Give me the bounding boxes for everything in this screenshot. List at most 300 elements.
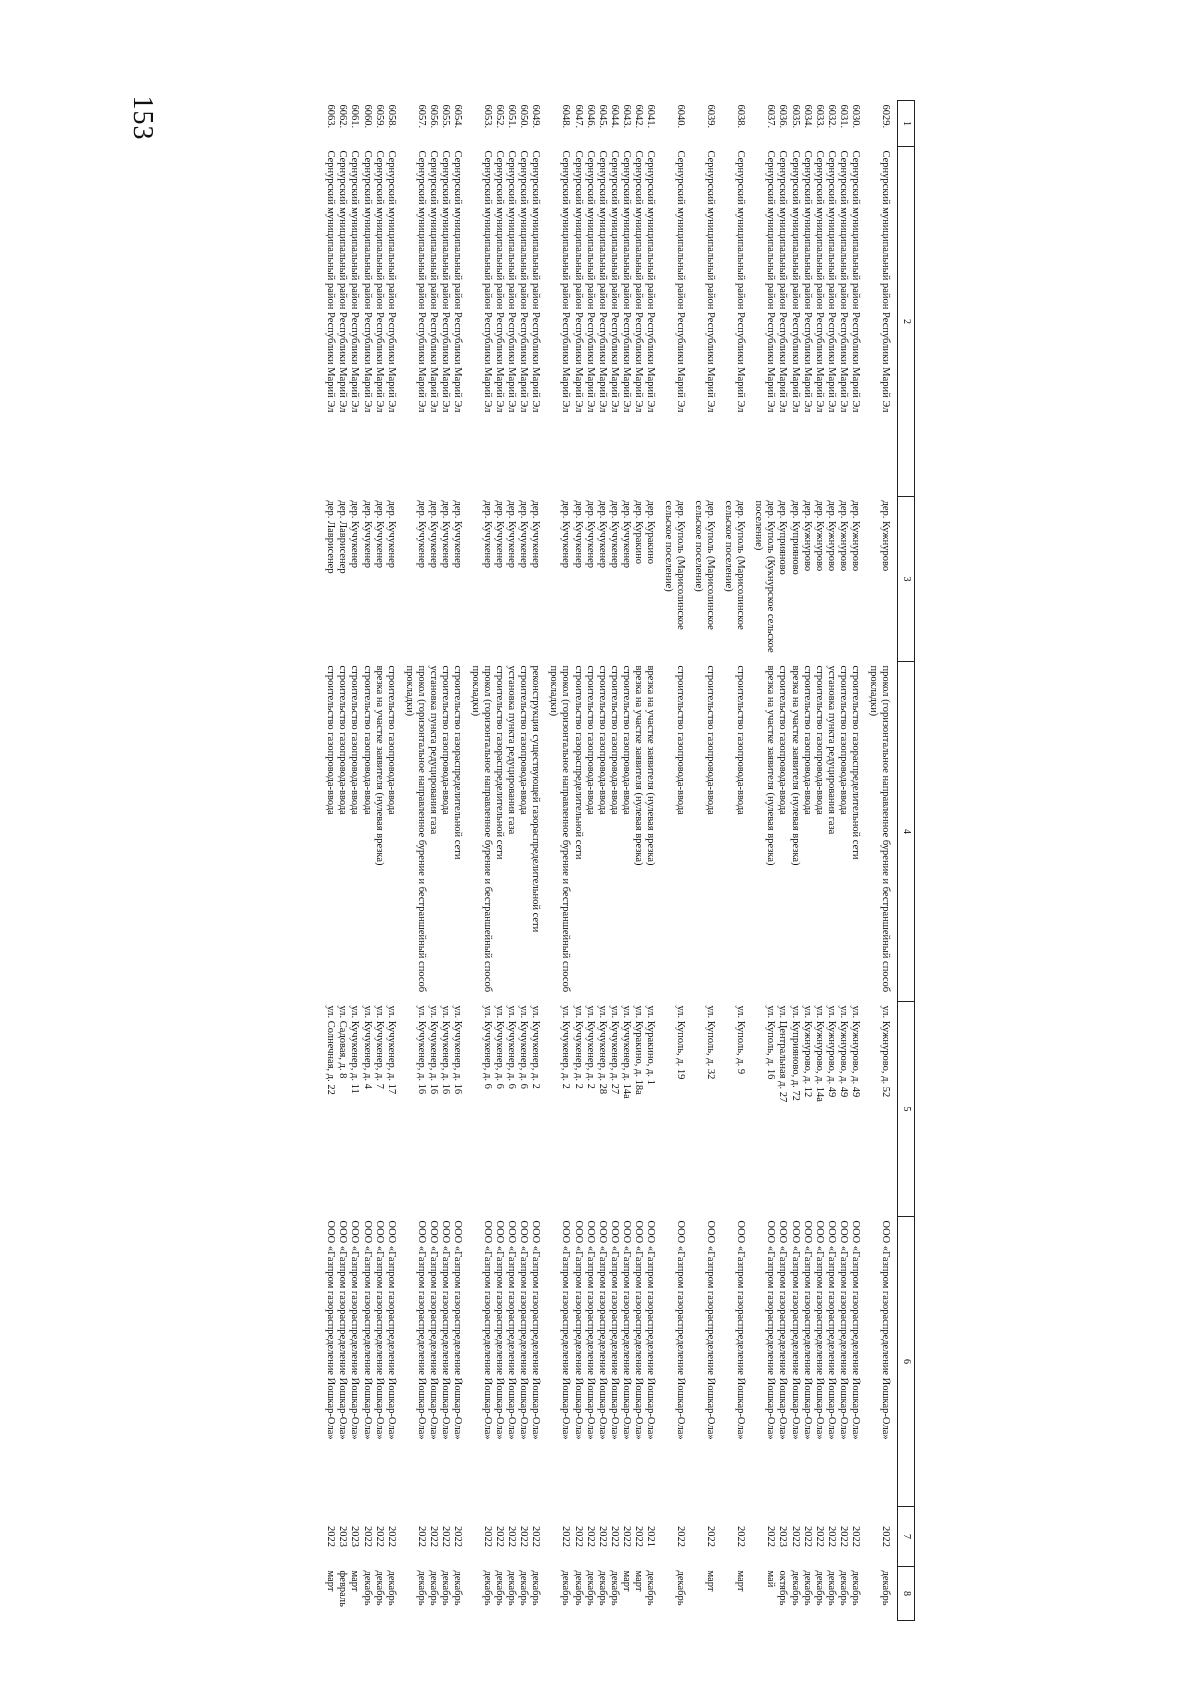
table-row (336, 101, 348, 1621)
year-cell: 2022 (813, 1526, 825, 1547)
month-cell: март (349, 1570, 361, 1592)
work-type-cell: реконструкция существующей газораспределительной сети (530, 665, 542, 933)
spacer-cell (891, 101, 898, 1621)
locality-cell: дер. Кучукенер (530, 500, 542, 569)
address-cell: ул. Кужнурово, д. 49 (825, 1005, 837, 1098)
month-cell: март (735, 1570, 747, 1592)
district-cell: Сернурский муниципальный район Республики Марий Эл (777, 150, 789, 413)
address-cell: ул. Кучукенер, д. 6 (482, 1005, 494, 1089)
year-cell: 2022 (373, 1526, 385, 1547)
row-number: 6047. (572, 104, 584, 129)
work-type-cell: строительство газопровода-ввода (608, 665, 620, 815)
month-cell: март (705, 1570, 717, 1592)
table-row (644, 101, 656, 1621)
locality-cell: дер. Куполь (Марисолинское сельское поселение) (663, 500, 687, 630)
row-number: 6035. (789, 104, 801, 129)
year-cell: 2022 (765, 1526, 777, 1547)
row-number: 6038. (735, 104, 747, 129)
year-cell: 2022 (584, 1526, 596, 1547)
row-number: 6046. (584, 104, 596, 129)
table-row (493, 101, 505, 1621)
address-cell: ул. Кучукенер, д. 2 (530, 1005, 542, 1089)
month-cell: октябрь (777, 1570, 789, 1606)
address-cell: ул. Центральная д. 27 (777, 1005, 789, 1103)
address-cell: ул. Куприяново, д. 72 (789, 1005, 801, 1101)
organization-cell: ООО «Газпром газораспределение Йошкар-Ола» (415, 1220, 427, 1440)
table-header (898, 101, 915, 1621)
month-cell: декабрь (825, 1570, 837, 1606)
register-table (324, 100, 915, 1621)
organization-cell: ООО «Газпром газораспределение Йошкар-Ола» (608, 1220, 620, 1440)
month-cell: декабрь (385, 1570, 397, 1606)
organization-cell: ООО «Газпром газораспределение Йошкар-Ола» (482, 1220, 494, 1440)
address-cell: ул. Кучукенер, д. 11 (349, 1005, 361, 1094)
year-cell: 2022 (530, 1526, 542, 1547)
organization-cell: ООО «Газпром газораспределение Йошкар-Ола» (361, 1220, 373, 1440)
row-number: 6032. (825, 104, 837, 129)
address-cell: ул. Солнечная, д. 22 (325, 1005, 337, 1095)
locality-cell: дер. Кучукенер (596, 500, 608, 569)
year-cell: 2021 (644, 1526, 656, 1547)
organization-cell: ООО «Газпром газораспределение Йошкар-Ола» (837, 1220, 849, 1440)
district-cell: Сернурский муниципальный район Республики Марий Эл (452, 150, 463, 413)
year-cell: 2022 (620, 1526, 632, 1547)
year-cell: 2022 (596, 1526, 608, 1547)
month-cell: декабрь (506, 1570, 518, 1606)
work-type-cell: строительство газопровода-ввода (837, 665, 849, 815)
month-cell: декабрь (494, 1570, 506, 1606)
row-number: 6044. (608, 104, 620, 129)
organization-cell: ООО «Газпром газораспределение Йошкар-Ола» (644, 1220, 656, 1440)
column-header-8: 8 (898, 1567, 915, 1621)
address-cell: ул. Садовая, д. 8 (337, 1005, 349, 1079)
year-cell: 2022 (482, 1526, 494, 1547)
address-cell: ул. Кучукенер, д. 2 (584, 1005, 596, 1089)
month-cell: март (325, 1570, 337, 1592)
table-row (813, 101, 825, 1621)
organization-cell: ООО «Газпром газораспределение Йошкар-Ола» (789, 1220, 801, 1440)
organization-cell: ООО «Газпром газораспределение Йошкар-Ола» (825, 1220, 837, 1440)
table-row (608, 101, 620, 1621)
year-cell: 2023 (349, 1526, 361, 1547)
spacer-cell (686, 101, 692, 1621)
page-number: 153 (127, 95, 158, 141)
row-number: 6031. (837, 104, 849, 129)
year-cell: 2023 (337, 1526, 349, 1547)
year-cell: 2022 (801, 1526, 813, 1547)
table-row (752, 101, 776, 1621)
address-cell: ул. Куракино, д. 18а (632, 1005, 644, 1095)
organization-cell: ООО «Газпром газораспределение Йошкар-Ола» (518, 1220, 530, 1440)
address-cell: ул. Кучукенер, д. 4 (361, 1005, 373, 1089)
month-cell: декабрь (361, 1570, 373, 1606)
table-row (403, 101, 427, 1621)
month-cell: декабрь (373, 1570, 385, 1606)
year-cell: 2022 (325, 1526, 337, 1547)
column-header-6: 6 (898, 1217, 915, 1507)
row-number: 6048. (560, 104, 572, 129)
address-cell: ул. Кучукенер, д. 14а (620, 1005, 632, 1099)
work-type-cell: врезка на участке заявителя (нулевая врезка) (644, 665, 656, 866)
spacer-cell (656, 101, 662, 1621)
district-cell: Сернурский муниципальный район Республики Марий Эл (789, 150, 801, 413)
year-cell: 2022 (452, 1526, 463, 1547)
locality-cell: дер. Кучукенер (584, 500, 596, 569)
work-type-cell: строительство газопровода-ввода (439, 665, 451, 815)
work-type-cell: установка пункта редуцирования газа (427, 665, 439, 835)
locality-cell: дер. Кучукенер (427, 500, 439, 569)
table-row (469, 101, 493, 1621)
row-number: 6061. (349, 104, 361, 129)
table-row (584, 101, 596, 1621)
table-row (572, 101, 584, 1621)
row-number: 6058. (385, 104, 397, 129)
table-row (632, 101, 644, 1621)
table-row (776, 101, 788, 1621)
locality-cell: дер. Кучукенер (494, 500, 506, 569)
district-cell: Сернурский муниципальный район Республики Марий Эл (506, 150, 518, 413)
district-cell: Сернурский муниципальный район Республики Марий Эл (849, 150, 861, 413)
row-spacer (716, 101, 722, 1621)
work-type-cell: строительство газопровода-ввода (813, 665, 825, 815)
organization-cell: ООО «Газпром газораспределение Йошкар-Ола» (620, 1220, 632, 1440)
locality-cell: дер. Кучукенер (620, 500, 632, 569)
district-cell: Сернурский муниципальный район Республики Марий Эл (415, 150, 427, 413)
organization-cell: ООО «Газпром газораспределение Йошкар-Ола» (439, 1220, 451, 1440)
locality-cell: дер. Кучукенер (608, 500, 620, 569)
organization-cell: ООО «Газпром газораспределение Йошкар-Ола» (813, 1220, 825, 1440)
row-number: 6036. (777, 104, 789, 129)
table-row (789, 101, 801, 1621)
spacer-cell (463, 101, 469, 1621)
organization-cell: ООО «Газпром газораспределение Йошкар-Ола» (337, 1220, 349, 1440)
spacer-cell (861, 101, 867, 1621)
year-cell: 2022 (572, 1526, 584, 1547)
year-cell: 2022 (880, 1526, 891, 1547)
address-cell: ул. Кужнурово, д. 14а (813, 1005, 825, 1102)
row-number: 6052. (494, 104, 506, 129)
locality-cell: дер. Кужнурово (849, 500, 861, 572)
district-cell: Сернурский муниципальный район Республики Марий Эл (813, 150, 825, 413)
table-row (505, 101, 517, 1621)
work-type-cell: строительство газопровода-ввода (337, 665, 349, 815)
organization-cell: ООО «Газпром газораспределение Йошкар-Ола» (632, 1220, 644, 1440)
month-cell: декабрь (880, 1570, 891, 1606)
table-row (837, 101, 849, 1621)
row-number: 6037. (765, 104, 777, 129)
locality-cell: дер. Кучукенер (385, 500, 397, 569)
work-type-cell: врезка на участке заявителя (нулевая врезка) (789, 665, 801, 866)
row-number: 6053. (482, 104, 494, 129)
table-row (867, 101, 891, 1621)
month-cell: февраль (337, 1570, 349, 1607)
locality-cell: дер. Кучукенер (361, 500, 373, 569)
locality-cell: дер. Куприяново (789, 500, 801, 575)
organization-cell: ООО «Газпром газораспределение Йошкар-Ола» (325, 1220, 337, 1440)
table-row (620, 101, 632, 1621)
organization-cell: ООО «Газпром газораспределение Йошкар-Ола» (506, 1220, 518, 1440)
locality-cell: дер. Куприяново (777, 500, 789, 575)
organization-cell: ООО «Газпром газораспределение Йошкар-Ола» (705, 1220, 717, 1440)
year-cell: 2022 (361, 1526, 373, 1547)
locality-cell: дер. Кучукенер (560, 500, 572, 569)
column-header-2: 2 (898, 147, 915, 497)
month-cell: декабрь (415, 1570, 427, 1606)
spacer-cell (746, 101, 752, 1621)
address-cell: ул. Куполь, д. 9 (735, 1005, 747, 1075)
month-cell: декабрь (813, 1570, 825, 1606)
district-cell: Сернурский муниципальный район Республики Марий Эл (518, 150, 530, 413)
table-row (692, 101, 716, 1621)
month-cell: март (632, 1570, 644, 1592)
row-number: 6039. (705, 104, 717, 129)
work-type-cell: строительство газораспределительной сети (572, 665, 584, 860)
year-cell: 2022 (735, 1526, 747, 1547)
work-type-cell: установка пункта редуцирования газа (825, 665, 837, 835)
row-number: 6056. (427, 104, 439, 129)
month-cell: декабрь (584, 1570, 596, 1606)
district-cell: Сернурский муниципальный район Республики Марий Эл (675, 150, 687, 413)
district-cell: Сернурский муниципальный район Республики Марий Эл (584, 150, 596, 413)
spacer-cell (716, 101, 722, 1621)
table-row (596, 101, 608, 1621)
locality-cell: дер. Кужнурово (825, 500, 837, 572)
organization-cell: ООО «Газпром газораспределение Йошкар-Ола» (849, 1220, 861, 1440)
address-cell: ул. Куполь, д. 16 (765, 1005, 777, 1080)
work-type-cell: врезка на участке заявителя (нулевая врезка) (373, 665, 385, 866)
organization-cell: ООО «Газпром газораспределение Йошкар-Ола» (494, 1220, 506, 1440)
locality-cell: дер. Кучукенер (439, 500, 451, 569)
address-cell: ул. Кучукенер, д. 28 (596, 1005, 608, 1095)
district-cell: Сернурский муниципальный район Республики Марий Эл (880, 150, 891, 413)
address-cell: ул. Кучукенер, д. 6 (518, 1005, 530, 1089)
work-type-cell: строительство газопровода-ввода (385, 665, 397, 815)
row-spacer (861, 101, 867, 1621)
row-number: 6050. (518, 104, 530, 129)
address-cell: ул. Кучукенер, д. 6 (494, 1005, 506, 1089)
district-cell: Сернурский муниципальный район Республики Марий Эл (608, 150, 620, 413)
row-number: 6051. (506, 104, 518, 129)
table-row (385, 101, 397, 1621)
table-row (373, 101, 385, 1621)
column-header-4: 4 (898, 662, 915, 1002)
month-cell: декабрь (837, 1570, 849, 1606)
work-type-cell: врезка на участке заявителя (нулевая врезка) (765, 665, 777, 866)
locality-cell: дер. Кучукенер (452, 500, 463, 569)
table-row (529, 101, 541, 1621)
year-cell: 2022 (439, 1526, 451, 1547)
row-spacer (397, 101, 403, 1621)
organization-cell: ООО «Газпром газораспределение Йошкар-Ола» (427, 1220, 439, 1440)
district-cell: Сернурский муниципальный район Республики Марий Эл (801, 150, 813, 413)
work-type-cell: строительство газопровода-ввода (777, 665, 789, 815)
locality-cell: дер. Кучукенер (349, 500, 361, 569)
table-body (324, 101, 897, 1621)
district-cell: Сернурский муниципальный район Республики Марий Эл (349, 150, 361, 413)
locality-cell: дер. Куполь (Марисолинское сельское поселение) (723, 500, 747, 630)
row-number: 6041. (644, 104, 656, 129)
table-row (427, 101, 439, 1621)
row-number: 6029. (880, 104, 891, 129)
organization-cell: ООО «Газпром газораспределение Йошкар-Ола» (385, 1220, 397, 1440)
address-cell: ул. Кучукенер, д. 2 (572, 1005, 584, 1089)
organization-cell: ООО «Газпром газораспределение Йошкар-Ола» (530, 1220, 542, 1440)
locality-cell: дер. Лаврисенер (337, 500, 349, 574)
address-cell: ул. Куполь, д. 32 (705, 1005, 717, 1080)
address-cell: ул. Кужнурово, д. 49 (849, 1005, 861, 1098)
work-type-cell: установка пункта редуцирования газа (506, 665, 518, 835)
month-cell: декабрь (427, 1570, 439, 1606)
table-row (662, 101, 686, 1621)
column-header-7: 7 (898, 1507, 915, 1567)
month-cell: декабрь (572, 1570, 584, 1606)
row-spacer (746, 101, 752, 1621)
table-row (361, 101, 373, 1621)
month-cell: декабрь (560, 1570, 572, 1606)
month-cell: декабрь (644, 1570, 656, 1606)
table-row (439, 101, 451, 1621)
work-type-cell: строительство газораспределительной сети (849, 665, 861, 860)
month-cell: декабрь (789, 1570, 801, 1606)
district-cell: Сернурский муниципальный район Республики Марий Эл (620, 150, 632, 413)
month-cell: декабрь (849, 1570, 861, 1606)
district-cell: Сернурский муниципальный район Республики Марий Эл (373, 150, 385, 413)
locality-cell: дер. Кужнурово (801, 500, 813, 572)
row-number: 6062. (337, 104, 349, 129)
table-row (517, 101, 529, 1621)
address-cell: ул. Кужнурово, д. 49 (837, 1005, 849, 1098)
year-cell: 2022 (427, 1526, 439, 1547)
address-cell: ул. Кучукенер, д. 16 (415, 1005, 427, 1095)
address-cell: ул. Кучукенер, д. 16 (452, 1005, 463, 1095)
district-cell: Сернурский муниципальный район Республики Марий Эл (765, 150, 777, 413)
year-cell: 2022 (825, 1526, 837, 1547)
organization-cell: ООО «Газпром газораспределение Йошкар-Ола» (584, 1220, 596, 1440)
month-cell: декабрь (801, 1570, 813, 1606)
district-cell: Сернурский муниципальный район Республики Марий Эл (825, 150, 837, 413)
address-cell: ул. Куракино, д. 1 (644, 1005, 656, 1085)
table-row (547, 101, 571, 1621)
organization-cell: ООО «Газпром газораспределение Йошкар-Ола» (349, 1220, 361, 1440)
organization-cell: ООО «Газпром газораспределение Йошкар-Ола» (801, 1220, 813, 1440)
column-header-3: 3 (898, 497, 915, 662)
work-type-cell: строительство газопровода-ввода (518, 665, 530, 815)
work-type-cell: прокол (горизонтальное направленное бурение и бестраншейный способ прокладки) (548, 665, 572, 993)
row-spacer (656, 101, 662, 1621)
table-row (348, 101, 360, 1621)
row-spacer (686, 101, 692, 1621)
year-cell: 2022 (789, 1526, 801, 1547)
year-cell: 2022 (560, 1526, 572, 1547)
locality-cell: дер. Кучукенер (373, 500, 385, 569)
address-cell: ул. Кучукенер, д. 2 (560, 1005, 572, 1089)
table-container (195, 100, 915, 1620)
row-number: 6059. (373, 104, 385, 129)
row-number: 6040. (675, 104, 687, 129)
locality-cell: дер. Кучукенер (518, 500, 530, 569)
year-cell: 2022 (608, 1526, 620, 1547)
month-cell: декабрь (439, 1570, 451, 1606)
work-type-cell: врезка на участке заявителя (нулевая врезка) (632, 665, 644, 866)
address-cell: ул. Кучукенер, д. 7 (373, 1005, 385, 1089)
organization-cell: ООО «Газпром газораспределение Йошкар-Ола» (560, 1220, 572, 1440)
district-cell: Сернурский муниципальный район Республики Марий Эл (596, 150, 608, 413)
work-type-cell: прокол (горизонтальное направленное бурение и бестраншейный способ прокладки) (470, 665, 494, 993)
row-number: 6063. (325, 104, 337, 129)
work-type-cell: строительство газопровода-ввода (620, 665, 632, 815)
locality-cell: дер. Куполь (Кукнурское сельское поселение) (753, 500, 777, 653)
row-spacer (541, 101, 547, 1621)
year-cell: 2022 (849, 1526, 861, 1547)
year-cell: 2022 (494, 1526, 506, 1547)
year-cell: 2022 (518, 1526, 530, 1547)
organization-cell: ООО «Газпром газораспределение Йошкар-Ола» (735, 1220, 747, 1440)
address-cell: ул. Кужнурово, д. 52 (880, 1005, 891, 1098)
address-cell: ул. Кучукенер, д. 16 (439, 1005, 451, 1095)
year-cell: 2022 (837, 1526, 849, 1547)
work-type-cell: строительство газопровода-ввода (584, 665, 596, 815)
work-type-cell: строительство газопровода-ввода (361, 665, 373, 815)
work-type-cell: строительство газопровода-ввода (349, 665, 361, 815)
work-type-cell: строительство газопровода-ввода (735, 665, 747, 815)
organization-cell: ООО «Газпром газораспределение Йошкар-Ола» (452, 1220, 463, 1440)
district-cell: Сернурский муниципальный район Республики Марий Эл (705, 150, 717, 413)
year-cell: 2022 (385, 1526, 397, 1547)
work-type-cell: прокол (горизонтальное направленное бурение и бестраншейный способ прокладки) (403, 665, 427, 993)
row-number: 6034. (801, 104, 813, 129)
locality-cell: дер. Кучукенер (572, 500, 584, 569)
district-cell: Сернурский муниципальный район Республики Марий Эл (735, 150, 747, 413)
year-cell: 2022 (632, 1526, 644, 1547)
table-row (849, 101, 861, 1621)
month-cell: май (765, 1570, 777, 1588)
organization-cell: ООО «Газпром газораспределение Йошкар-Ола» (777, 1220, 789, 1440)
month-cell: декабрь (608, 1570, 620, 1606)
row-number: 6055. (439, 104, 451, 129)
work-type-cell: строительство газопровода-ввода (801, 665, 813, 815)
month-cell: декабрь (675, 1570, 687, 1606)
address-cell: ул. Куполь, д. 19 (675, 1005, 687, 1080)
spacer-cell (397, 101, 403, 1621)
year-cell: 2022 (675, 1526, 687, 1547)
organization-cell: ООО «Газпром газораспределение Йошкар-Ола» (373, 1220, 385, 1440)
header-row (898, 101, 915, 1621)
column-header-1: 1 (898, 101, 915, 147)
row-number: 6060. (361, 104, 373, 129)
organization-cell: ООО «Газпром газораспределение Йошкар-Ола» (765, 1220, 777, 1440)
row-number: 6042. (632, 104, 644, 129)
row-spacer (463, 101, 469, 1621)
district-cell: Сернурский муниципальный район Республики Марий Эл (385, 150, 397, 413)
spacer-cell (541, 101, 547, 1621)
district-cell: Сернурский муниципальный район Республики Марий Эл (361, 150, 373, 413)
locality-cell: дер. Кужнурово (837, 500, 849, 572)
row-spacer (891, 101, 898, 1621)
row-number: 6033. (813, 104, 825, 129)
district-cell: Сернурский муниципальный район Республики Марий Эл (530, 150, 542, 413)
table-row (825, 101, 837, 1621)
locality-cell: дер. Кучукенер (506, 500, 518, 569)
district-cell: Сернурский муниципальный район Республики Марий Эл (439, 150, 451, 413)
district-cell: Сернурский муниципальный район Республики Марий Эл (325, 150, 337, 413)
organization-cell: ООО «Газпром газораспределение Йошкар-Ола» (880, 1220, 891, 1440)
year-cell: 2022 (506, 1526, 518, 1547)
column-header-5: 5 (898, 1002, 915, 1217)
table-row (324, 101, 336, 1621)
month-cell: декабрь (452, 1570, 463, 1606)
row-number: 6054. (452, 104, 463, 129)
year-cell: 2022 (415, 1526, 427, 1547)
